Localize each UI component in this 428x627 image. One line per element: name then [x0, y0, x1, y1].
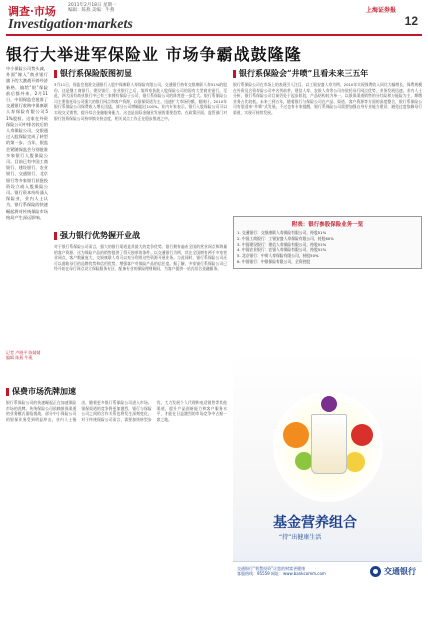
bank-logo-text: 交通银行 — [384, 566, 416, 576]
page-number: 12 — [404, 14, 418, 28]
bank-logo-icon — [370, 566, 381, 577]
ad-footer-text — [237, 566, 326, 576]
section-title-text: 保费市场洗牌加速 — [12, 386, 76, 396]
issue-date: 2011年2月18日 星期一 — [68, 3, 117, 8]
section-bar-icon — [233, 70, 236, 78]
section-title — [54, 68, 227, 79]
section-name: 调查·市场 — [8, 5, 56, 18]
masthead — [6, 0, 422, 36]
list-item: 1. 交通银行：交银康联人寿保险有限公司，持股51% — [237, 230, 327, 235]
article-layout — [6, 66, 422, 626]
ad-contact: 客服热线：95559 网址：www.bankcomm.com — [237, 571, 326, 576]
ad-footer — [233, 561, 422, 584]
editor-line: 编辑：陈燕 美编：牛燕 — [68, 8, 115, 13]
section-body: 银行系保险公司的快速崛起正在加速保险市场的洗牌。传统保险公司依赖银保渠道的业务模式面临挑战，部分中小保险公司的银保业务受到明显冲击。业内人士指出，随着更多银行系保险公司进入市场，银保渠道的竞争将更加激烈，银行与保险公司之间的合作关系也将发生深刻变化。对于传统保险公司而言，需要加快转型步伐，大力发展个人代理和电话销售等其他渠道，提升产品创新能力和客户服务水平，才能在日益激烈的市场竞争中占据一席之地。 — [6, 400, 227, 422]
sidebar-intro: 中小保险公司势头减，外面“嫁入”商业银行旗下的大激战开辟经济新格，输给“银”保险前后都外来。2月11日，中国保监会批准了交通银行收购中保康联人寿保险有限公司51%股权。这家在外资保险公司中排名较后的人寿保险公司，交银通过入股保险完成了转型的第一步。当年，银监会紧随保监会分别批准多家银行入股保险公司。目前已有中国工商银行、建设银行、农业银行、交通银行、北京银行等多家银行获批投资设立或入股保险公司。银行资本纷纷涌入保险业，业内人士认为，银行系保险的快速崛起将对传统保险市场格局产生深远影响。 — [6, 66, 48, 220]
main-headline: 银行大举进军保险业 市场争霸战鼓隆隆 — [6, 45, 302, 64]
paper-name: 上海证券报 — [365, 7, 396, 14]
column-right — [233, 66, 422, 269]
list-item: 6. 中国银行：中银保险有限公司，全资控股 — [237, 258, 311, 264]
list-item: 5. 北京银行：中荷人寿保险有限公司，持股50% — [237, 253, 319, 259]
ad-subtitle: “持”出健康生活 — [279, 534, 322, 541]
section-title-text: 强力银行优势握开业战 — [60, 230, 140, 240]
ad-title: 基金营养组合 — [273, 515, 357, 531]
section-bar-icon — [54, 232, 57, 240]
section-english-title: Investigation·markets — [8, 17, 133, 32]
bank-insurance-table — [233, 216, 422, 269]
section-title-text: 银行系保险版图初显 — [60, 68, 132, 78]
bank-advertisement[interactable] — [233, 352, 422, 584]
section-bar-icon — [54, 70, 57, 78]
section-title — [6, 386, 227, 397]
bank-logo — [370, 566, 416, 577]
list-item: 4. 中国农业银行：农银人寿保险有限公司，持股51% — [237, 247, 327, 253]
section-title — [233, 68, 422, 79]
section-body: 对于银行系保险公司而言，强大的银行渠道是其最大的竞争优势。银行拥有遍布全国的营业网点和海量的客户资源，这为保险产品的销售提供了得天独厚的条件。以交通银行为例，其在全国拥有两千多家营业网点，客户数量庞大，交银康联人寿可以充分利用这些资源开展业务。与此同时，银行系保险公司还可以借助母行的品牌优势和信用优势，增强客户对保险产品的信任度。据了解，多家银行系保险公司已经开始在母行网点设立保险服务专区，配备专业的保险理财顾问，为客户提供一站式综合金融服务。 — [54, 244, 227, 272]
orange-fruit-icon — [283, 422, 309, 448]
section-body: 银行系保险公司在市场上的表现引人注目。以工银安盛人寿为例，2010年实现保费收入同比大幅增长，保费规模在外资及合资寿险公司中名列前茅。建信人寿、农银人寿等公司亦依托母行网点优势，业务发展迅速。业内人士分析，银行系保险公司目前仍处于起步阶段，产品结构较为单一，以银保渠道销售的分红险和万能险为主，期缴业务占比较低。未来三到五年，随着银行与保险公司在产品、渠道、客户资源等方面的深度整合，银行系保险公司有望迎来“井喷”式发展。不过也有专家提醒，银行系保险公司需要加强自身专业能力建设，避免过度依赖母行渠道，实现可持续发展。 — [233, 82, 422, 115]
ad-slogan: 交通银行“智慧投资”让您的财富更健康 — [237, 566, 306, 571]
column-bottom — [6, 384, 227, 590]
list-item: 2. 中国工商银行：工银安盛人寿保险有限公司，持股60% — [237, 235, 334, 241]
column-left — [54, 66, 227, 374]
grape-fruit-icon — [321, 396, 337, 412]
section-body: 3月11日，保监会批准交通银行入股中保康联人寿保险有限公司，交通银行持有交银康联人寿51%的股份。这是继工商银行、建设银行、农业银行之后，第四家获批入股保险公司的国有大型商业银行。至此，四大国有商业银行中已有三家拥有保险子公司，银行系保险公司的阵营进一步壮大。银行系保险公司主要依托母公司强大的银行网点和客户资源，以银保渠道为主，迅速扩大市场份额。据统计，2010年银行系保险公司保费收入增长迅猛，部分公司增幅超过100%。业内专家表示，银行入股保险公司可以实现交叉销售，提升综合金融服务能力，这也是国际金融业发展的重要趋势。在政策层面，监管部门对银行投资保险公司持审慎支持态度，相关试点工作正在稳步推进之中。 — [54, 82, 227, 121]
sidebar-author: 记者 卢晓平 陈婧婧 编辑 陈燕 牛燕 — [6, 350, 41, 360]
list-item: 3. 中国建设银行：建信人寿保险有限公司，持股51% — [237, 241, 327, 247]
section-title-text: 银行系保险会“井喷”且看未来三五年 — [239, 68, 369, 78]
section-title — [54, 230, 227, 241]
table-title: 附表：银行参股保险业务一览 — [291, 222, 364, 228]
glass-graphic — [311, 414, 347, 474]
section-bar-icon — [6, 388, 9, 396]
lemon-fruit-icon — [345, 452, 365, 472]
apple-fruit-icon — [351, 424, 373, 446]
date-line — [68, 3, 116, 13]
